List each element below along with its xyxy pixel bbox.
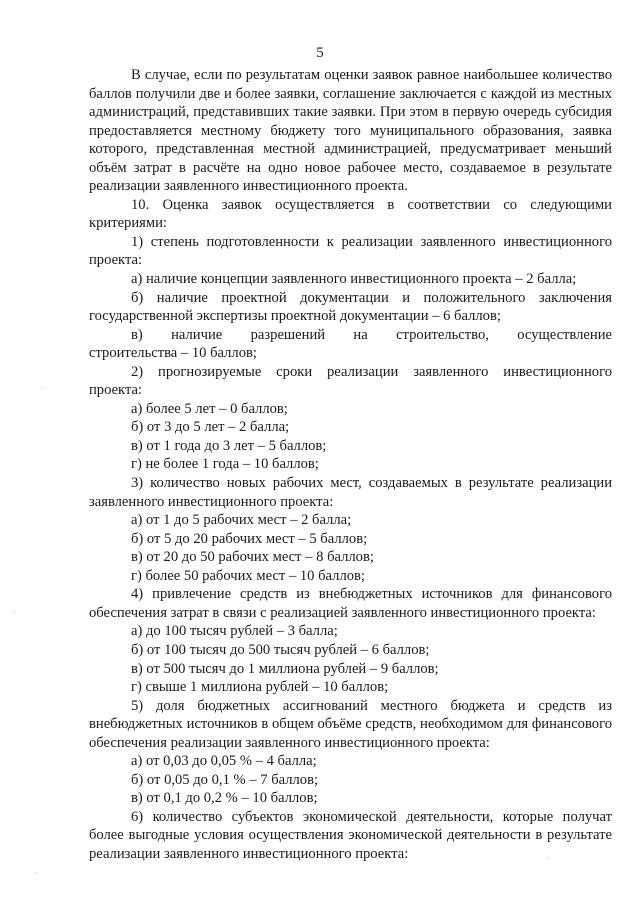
- criterion-4-option-b: б) от 100 тысяч до 500 тысяч рублей – 6 баллов;: [131, 641, 430, 658]
- criterion-4-option-a: а) до 100 тысяч рублей – 3 балла;: [131, 623, 338, 640]
- criterion-2: 2) прогнозируемые сроки реализации заявленного инвестиционного проекта:: [89, 363, 612, 399]
- criterion-3-option-b: б) от 5 до 20 рабочих мест – 5 баллов;: [131, 530, 368, 547]
- criterion-2-option-b: б) от 3 до 5 лет – 2 балла;: [131, 419, 290, 436]
- criterion-2-option-c: в) от 1 года до 3 лет – 5 баллов;: [131, 437, 327, 454]
- criterion-1-option-a: а) наличие концепции заявленного инвестиционного проекта – 2 балла;: [131, 271, 577, 288]
- criterion-4-option-c: в) от 500 тысяч до 1 миллиона рублей – 9 баллов;: [131, 660, 439, 677]
- page-number: 5: [316, 45, 324, 61]
- criterion-4-option-d: г) свыше 1 миллиона рублей – 10 баллов;: [131, 679, 389, 696]
- criterion-4: 4) привлечение средств из внебюджетных источников для финансового обеспечения затрат в связи с реализацией заявленного инвестиционного проекта:: [89, 586, 612, 621]
- criterion-1-option-b: б) наличие проектной документации и положительного заключения государственной экспертизы проектной документации – 6 баллов;: [89, 289, 612, 325]
- criterion-1: 1) степень подготовленности к реализации заявленного инвестиционного проекта:: [89, 233, 612, 269]
- criterion-5-option-c: в) от 0,1 до 0,2 % – 10 баллов;: [131, 790, 318, 807]
- scan-speck: [14, 612, 15, 613]
- criterion-2-option-d: г) не более 1 года – 10 баллов;: [131, 456, 319, 473]
- scan-speck: [548, 858, 549, 859]
- criterion-3-option-d: г) более 50 рабочих мест – 10 баллов;: [131, 567, 365, 584]
- criterion-5: 5) доля бюджетных ассигнований местного бюджета и средств из внебюджетных источников в общем объёме средств, необходимом для финансового обеспечения реализации заявленного инвестиционного проекта:: [89, 697, 612, 751]
- criterion-6: 6) количество субъектов экономической деятельности, которые получат более выгодные условия осуществления экономической деятельности в результате реализации заявленного инвестиционного проекта:: [89, 808, 612, 862]
- document-body: [89, 66, 612, 864]
- criterion-1-option-c-line-1: в) наличие разрешений на строительство, осуществление: [131, 326, 612, 343]
- criterion-3: 3) количество новых рабочих мест, создаваемых в результате реализации заявленного инвестиционного проекта:: [89, 475, 612, 510]
- criterion-5-option-b: б) от 0,05 до 0,1 % – 7 баллов;: [131, 771, 319, 788]
- criterion-1-option-c: [89, 326, 612, 345]
- scan-speck: [36, 872, 37, 873]
- criterion-1-option-c-cont: строительства – 10 баллов;: [89, 345, 257, 362]
- criterion-3-option-a: а) от 1 до 5 рабочих мест – 2 балла;: [131, 512, 352, 529]
- criterion-3-option-c: в) от 20 до 50 рабочих мест – 8 баллов;: [131, 549, 374, 566]
- scan-speck: [42, 388, 43, 389]
- criterion-5-option-a: а) от 0,03 до 0,05 % – 4 балла;: [131, 753, 317, 770]
- criterion-2-option-a: а) более 5 лет – 0 баллов;: [131, 400, 288, 417]
- paragraph-tie-rule: В случае, если по результатам оценки заявок равное наибольшее количество баллов получили две и более заявки, соглашение заключается с каждой из местных администраций, представивших такие заявки. При этом в первую очередь субсидия предоставляется местному бюджету того муниципального образования, заявка которого, представленная местной администрацией, предусматривает меньший объём затрат в расчёте на одно новое рабочее место, создаваемое в результате реализации заявленного инвестиционного проекта.: [89, 67, 612, 195]
- paragraph-criteria-intro: 10. Оценка заявок осуществляется в соответствии со следующими критериями:: [89, 196, 612, 232]
